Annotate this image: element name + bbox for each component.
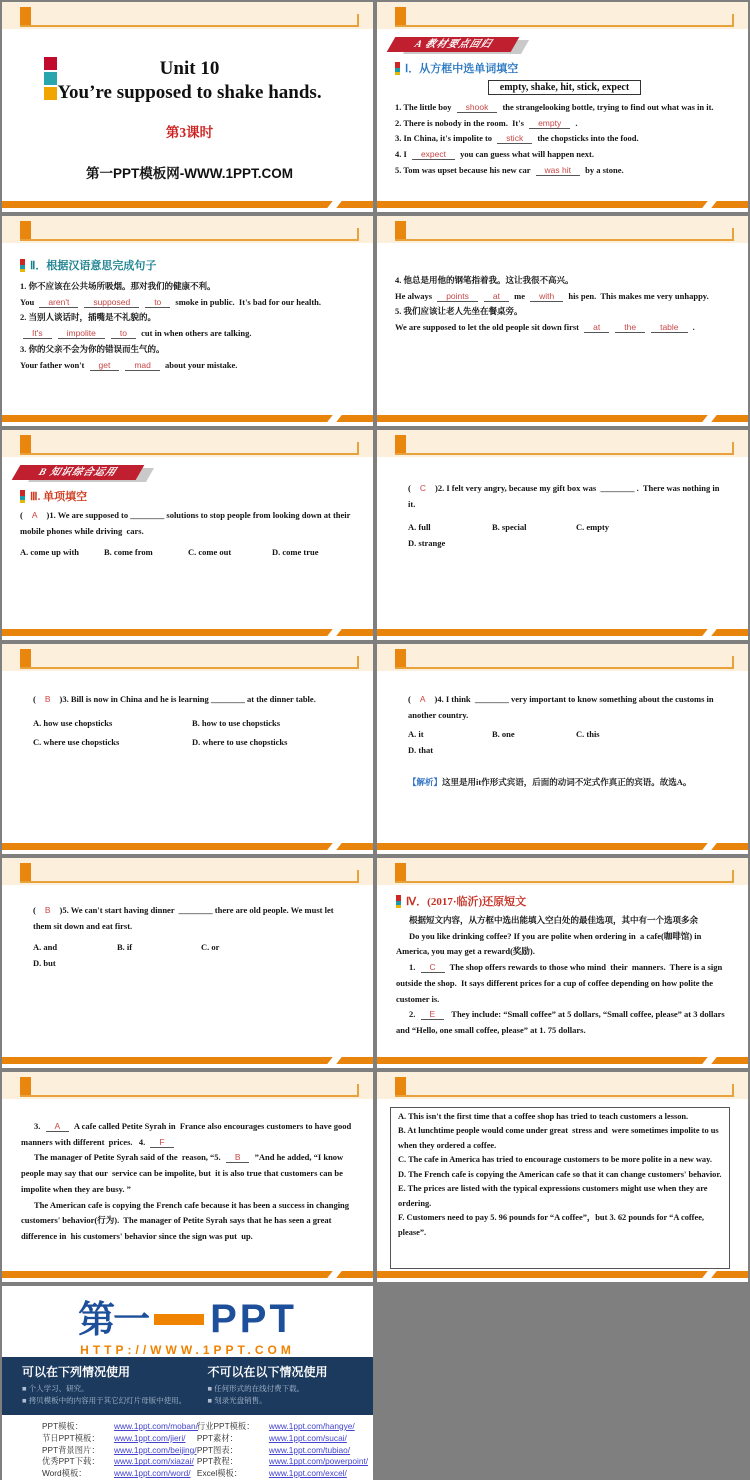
answer-text: table	[651, 322, 687, 333]
exercise-lines	[33, 903, 353, 972]
footer-link[interactable]: www.1ppt.com/excel/	[268, 1468, 347, 1479]
text-line	[395, 100, 734, 116]
pencil-icon	[20, 259, 25, 272]
slide-body	[377, 243, 748, 413]
answer-text: was hit	[536, 165, 580, 176]
section-badge-b	[16, 465, 186, 482]
text-line	[20, 279, 359, 295]
usage-item: ■ 个人学习、研究。	[22, 1384, 89, 1393]
slide-5-multiple-choice	[2, 430, 373, 640]
site-credit: 第一PPT模板网-WWW.1PPT.COM	[86, 166, 293, 182]
text: They include: “Small coffee” at 5 dollars, “Small coffee, please” at 3 dollars and “Hello, one small coffee, please” at 1. 75 dollars.	[396, 1009, 727, 1036]
answer-text: at	[584, 322, 609, 333]
option-text: A. full	[408, 522, 431, 533]
text: 1.	[409, 962, 418, 973]
text: B. At lunchtime people would come under great stress and were sometimes impolite to us when they ordered a coffee.	[398, 1126, 721, 1150]
text-line	[33, 735, 353, 751]
text: (	[33, 694, 36, 704]
passage-lines	[396, 913, 734, 1039]
title-color-squares-icon	[44, 57, 57, 100]
footer-link-label: PPT模板：	[42, 1421, 84, 1431]
usage-item: ■ 刻录光盘销售。	[207, 1396, 267, 1405]
text: .	[573, 117, 578, 128]
exercise-lines	[408, 481, 728, 552]
text-line	[20, 545, 359, 561]
text-line	[408, 727, 728, 758]
answer-letter: A	[419, 694, 426, 704]
answer-text: points	[437, 291, 478, 302]
slide-bottom-bar	[377, 201, 748, 208]
slide-header-band	[377, 430, 748, 457]
footer-link[interactable]: www.1ppt.com/tubiao/	[268, 1444, 351, 1455]
usage-allowed-title: 可以在下列情况使用	[22, 1365, 131, 1379]
answer-text: C	[421, 962, 445, 973]
footer-link-label: Excel模板：	[196, 1468, 243, 1479]
text: )1. We are supposed to ________ solutions to stop people from looking down at their mobile phones while driving cars.	[20, 510, 353, 536]
option-text: C. where use chopsticks	[33, 737, 120, 748]
text: D. The French cafe is copying the American cafe so that it can change customers' behavior.	[398, 1169, 722, 1179]
text: 5. 我们应该让老人先坐在餐桌旁。	[395, 306, 523, 317]
slide-10-cloze-passage	[377, 858, 748, 1068]
text: me	[511, 290, 528, 301]
footer-link[interactable]: www.1ppt.com/powerpoint/	[268, 1456, 369, 1467]
section-heading-4: Ⅳ．(2017·临沂)还原短文	[396, 893, 734, 909]
slide-grid	[2, 2, 748, 1282]
text: )4. I think ________ very important to know something about the customs in another country.	[408, 694, 716, 720]
text: ”And he added, “I know people may say that our service can be impolite, but it is also true that customers can be impolite when they are busy. ”	[21, 1152, 346, 1194]
text: 4. I	[395, 149, 409, 160]
answer-text: shook	[457, 102, 498, 113]
answer-letter: B	[44, 905, 51, 915]
text: F. Customers need to pay 5. 96 pounds for “A coffee”，but 3. 62 pounds for “A coffee, please”.	[398, 1213, 707, 1237]
site-logo	[2, 1286, 373, 1357]
exercise-lines	[395, 273, 734, 336]
slide-header-band	[2, 216, 373, 243]
footer-link-label: 优秀PPT下载：	[42, 1456, 100, 1467]
option-text: B. one	[492, 729, 515, 740]
slide-7-multiple-choice-q3	[2, 644, 373, 854]
footer-link-row	[42, 1433, 195, 1445]
text-line	[395, 116, 734, 132]
text: He always	[395, 290, 435, 301]
usage-allowed-items	[22, 1383, 188, 1407]
slide-bottom-bar	[377, 415, 748, 422]
answer-text: A	[46, 1121, 70, 1132]
footer-links	[2, 1415, 373, 1480]
answer-letter: A	[31, 510, 38, 520]
text-line	[20, 358, 359, 374]
text: )2. I felt very angry, because my gift box was ________ . There was nothing in it.	[408, 483, 722, 509]
section-heading-3: Ⅲ. 单项填空	[20, 488, 359, 504]
text-line	[20, 508, 359, 539]
pencil-icon	[20, 490, 25, 503]
option-text: A. and	[33, 942, 58, 953]
answer-text: get	[90, 360, 120, 371]
slide-body	[377, 671, 748, 841]
text: (	[33, 905, 36, 915]
slide-bottom-bar	[2, 629, 373, 636]
pencil-icon	[395, 62, 400, 75]
option-text: B. if	[117, 942, 133, 953]
text: (	[408, 483, 411, 493]
slide-body	[2, 29, 373, 199]
text: 1. 你不应该在公共场所吸烟。那对我们的健康不利。	[20, 281, 216, 291]
slide-header-band	[2, 1072, 373, 1099]
usage-item: ■ 任何形式的在线付费下载。	[207, 1384, 305, 1393]
slide-header-band	[377, 644, 748, 671]
footer-link-row	[42, 1445, 195, 1457]
text-line	[396, 1007, 734, 1038]
text: by a stone.	[582, 164, 624, 175]
answer-text: stick	[497, 133, 532, 144]
orange-square	[20, 7, 31, 26]
text-line	[396, 929, 734, 960]
footer-link-label: PPT教程：	[196, 1456, 238, 1467]
option-text: C. empty	[576, 522, 610, 533]
text-line	[396, 960, 734, 1007]
slide-body	[377, 1099, 748, 1269]
options-box	[390, 1107, 730, 1269]
analysis-label: 【解析】	[408, 776, 443, 787]
text-line	[21, 1119, 359, 1150]
slide-bottom-bar	[2, 415, 373, 422]
word-bank-box: empty, shake, hit, stick, expect	[488, 80, 641, 95]
text: 3.	[34, 1121, 43, 1131]
text: A cafe called Petite Syrah in France also encourages customers to have good manners with different prices. 4.	[21, 1121, 354, 1147]
text: you can guess what will happen next.	[457, 149, 595, 160]
text-line	[395, 273, 734, 289]
text: You	[20, 296, 37, 307]
footer-link-row	[197, 1433, 373, 1445]
text-line	[21, 1150, 359, 1197]
option-text: C. or	[201, 942, 220, 953]
slide-1-title	[2, 2, 373, 212]
answer-text: B	[226, 1152, 250, 1163]
exercise-lines	[33, 692, 353, 751]
text-line	[408, 481, 728, 512]
answer-text: with	[530, 291, 563, 302]
text-line	[396, 913, 734, 929]
text: the chopsticks into the food.	[535, 133, 639, 144]
text-line	[33, 940, 353, 971]
slide-header-band	[377, 1072, 748, 1099]
text-line	[395, 320, 734, 336]
slide-12-option-bank	[377, 1072, 748, 1282]
bar-slash	[327, 201, 341, 208]
footer-link[interactable]: www.1ppt.com/jieri/	[114, 1432, 186, 1443]
usage-denied	[188, 1363, 374, 1407]
slide-4-sentence-completion-cont	[377, 216, 748, 426]
answer-text: the	[615, 322, 645, 333]
slide-body	[2, 1099, 373, 1269]
option-text: C. come out	[188, 547, 232, 558]
option-text: A. it	[408, 729, 424, 740]
text-line	[395, 304, 734, 320]
section-heading-2: Ⅱ．根据汉语意思完成句子	[20, 257, 359, 273]
text-line	[20, 326, 359, 342]
footer-link-row	[197, 1445, 373, 1457]
footer-link-label: PPT图表：	[196, 1444, 238, 1455]
section-heading-1: Ⅰ．从方框中选单词填空	[395, 60, 734, 76]
text: 2.	[409, 1009, 418, 1020]
answer-text: to	[111, 328, 136, 339]
footer-link-row	[42, 1456, 195, 1468]
exercise-lines	[395, 100, 734, 179]
slide-body	[2, 671, 373, 841]
footer-links-left	[2, 1421, 198, 1480]
slide-header-band	[2, 858, 373, 885]
option-text: D. that	[408, 745, 434, 756]
site-footer	[2, 1286, 748, 1480]
text: smoke in public. It's bad for our health.	[173, 296, 322, 307]
slide-header-band	[377, 2, 748, 29]
text-line	[20, 342, 359, 358]
text: 1. The little boy	[395, 102, 454, 112]
text: C. The cafe in America has tried to encourage customers to be more polite in a new way.	[398, 1155, 712, 1165]
slide-2-word-fill	[377, 2, 748, 212]
text: 根据短文内容，从方框中选出能填入空白处的最佳选项，其中有一个选项多余	[409, 915, 699, 925]
text: Your father won't	[20, 359, 87, 370]
usage-terms-band	[2, 1357, 373, 1415]
answer-text: at	[484, 291, 509, 302]
footer-link-label: 行业PPT模板：	[196, 1421, 255, 1431]
text: 4. 他总是用他的钢笔指着我。这让我很不高兴。	[395, 275, 574, 285]
text-line	[408, 775, 728, 791]
text: )3. Bill is now in China and he is learning ________ at the dinner table.	[59, 694, 316, 704]
footer-links-right	[195, 1421, 373, 1480]
text-line	[408, 692, 728, 723]
slide-8-multiple-choice-q4	[377, 644, 748, 854]
exercise-lines	[20, 279, 359, 373]
text: cut in when others are talking.	[139, 328, 252, 339]
logo-en-text: PPT	[210, 1297, 297, 1341]
usage-denied-title: 不可以在以下情况使用	[207, 1365, 328, 1379]
answer-text: supposed	[84, 297, 139, 308]
text-line	[395, 163, 734, 179]
text-line	[20, 310, 359, 326]
lesson-title: You’re supposed to shake hands.	[57, 81, 322, 103]
option-text: D. come true	[272, 547, 319, 558]
text-line	[398, 1168, 722, 1182]
text: We are supposed to let the old people sit down first	[395, 322, 582, 333]
text: )5. We can't start having dinner ________ there are old people. We must let them sit down and eat first.	[33, 905, 336, 931]
option-text: B. how to use chopsticks	[192, 717, 281, 728]
footer-link-row	[42, 1468, 195, 1480]
slide-body	[2, 243, 373, 413]
option-text: D. but	[33, 958, 56, 969]
footer-link-row	[42, 1421, 198, 1433]
exercise-lines	[20, 508, 359, 561]
slide-bottom-bar	[2, 843, 373, 850]
slide-bottom-bar	[377, 1057, 748, 1064]
footer-content	[2, 1286, 373, 1480]
option-text: B. come from	[104, 547, 153, 558]
text-line	[398, 1153, 722, 1167]
answer-text: to	[145, 297, 170, 308]
slide-3-sentence-completion	[2, 216, 373, 426]
text: Do you like drinking coffee? If you are polite when ordering in a cafe(咖啡馆) in America, you may get a reward(奖励).	[396, 930, 704, 957]
footer-link[interactable]: www.1ppt.com/sucai/	[268, 1432, 347, 1443]
text: The manager of Petite Syrah said of the reason, “5.	[34, 1152, 223, 1163]
footer-link-row	[197, 1421, 373, 1433]
footer-gray-area	[373, 1286, 748, 1480]
slide-body	[2, 457, 373, 627]
slide-bottom-bar	[377, 629, 748, 636]
text-line	[20, 295, 359, 311]
header-line	[20, 25, 359, 27]
footer-link[interactable]: www.1ppt.com/xiazai/	[114, 1456, 194, 1467]
slide-bottom-bar	[377, 843, 748, 850]
exercise-lines	[408, 692, 728, 791]
usage-item: ■ 拷贝模板中的内容用于其它幻灯片母版中使用。	[22, 1396, 187, 1405]
badge-label: B 知识综合运用	[37, 467, 119, 478]
answer-text: empty	[529, 118, 570, 129]
answer-letter: B	[44, 694, 51, 704]
footer-link-label: 节日PPT模板：	[42, 1432, 100, 1443]
text: 2. 当别人谈话时，插嘴是不礼貌的。	[20, 312, 157, 323]
usage-denied-items	[208, 1383, 374, 1407]
text: (	[20, 510, 23, 520]
option-text: D. strange	[408, 538, 446, 549]
text-line	[33, 716, 353, 732]
pencil-icon	[396, 895, 401, 908]
header-tick	[357, 14, 359, 27]
slide-header-band	[2, 430, 373, 457]
slide-body	[2, 885, 373, 1055]
logo-orange-bar-icon	[154, 1314, 204, 1325]
answer-text: expect	[412, 149, 455, 160]
text: 5. Tom was upset because his new car	[395, 164, 533, 175]
option-text: A. come up with	[20, 547, 80, 558]
slide-body	[377, 457, 748, 627]
slide-bottom-bar	[2, 1271, 373, 1278]
session-label: 第3课时	[165, 125, 214, 141]
text: .	[690, 322, 695, 333]
text-line	[33, 903, 353, 934]
text-line	[33, 692, 353, 708]
option-text: D. where to use chopsticks	[192, 737, 288, 748]
answer-letter: C	[419, 483, 426, 493]
answer-text: It's	[23, 328, 52, 339]
text: 3. 你的父亲不会为你的错误而生气的。	[20, 343, 165, 354]
logo-cn-text: 第一	[78, 1298, 149, 1340]
slide-header-band	[377, 858, 748, 885]
text: 3. In China, it's impolite to	[395, 133, 495, 144]
analysis-text: 这里是用it作形式宾语，后面的动词不定式作真正的宾语。故选A。	[442, 776, 692, 787]
slide-11-cloze-passage-cont	[2, 1072, 373, 1282]
slide-9-multiple-choice-q5	[2, 858, 373, 1068]
text: about your mistake.	[162, 359, 238, 370]
option-text: A. how use chopsticks	[33, 717, 113, 728]
text: E. The prices are listed with the typical expressions customers might use when they are ordering.	[398, 1184, 710, 1208]
footer-link-label: PPT背景图片：	[42, 1444, 100, 1455]
slide-body	[377, 29, 748, 199]
text-line	[398, 1182, 722, 1211]
slide-bottom-bar	[2, 201, 373, 208]
footer-link-label: Word模板：	[42, 1468, 87, 1479]
slide-header-band	[2, 2, 373, 29]
slide-bottom-bar	[2, 1057, 373, 1064]
text: his pen. This makes me very unhappy.	[566, 290, 709, 301]
text-line	[395, 147, 734, 163]
answer-text: mad	[125, 360, 160, 371]
slide-header-band	[377, 216, 748, 243]
text-line	[398, 1124, 722, 1153]
slide-6-multiple-choice-q2	[377, 430, 748, 640]
text-line	[21, 1198, 359, 1245]
logo-url: HTTP://WWW.1PPT.COM	[80, 1343, 295, 1357]
slide-body	[377, 885, 748, 1055]
usage-allowed	[2, 1363, 188, 1407]
text: the strangelooking bottle, trying to find out what was in it.	[500, 102, 714, 112]
footer-link-row	[197, 1468, 373, 1480]
answer-text: F	[150, 1137, 173, 1148]
footer-link-label: PPT素材：	[196, 1432, 238, 1443]
section-badge-a	[391, 37, 561, 54]
text-line	[395, 289, 734, 305]
option-text: B. special	[492, 522, 527, 533]
badge-label: A 教材要点回归	[412, 39, 494, 50]
passage-lines	[21, 1119, 359, 1245]
footer-link[interactable]: www.1ppt.com/beijing/	[114, 1444, 197, 1455]
option-text: C. this	[576, 729, 600, 740]
text: The shop offers rewards to those who mind their manners. There is a sign outside the shop. It says different prices for a cup of coffee depending on how polite the customer is.	[396, 962, 725, 1004]
slide-header-band	[2, 644, 373, 671]
answer-text: impolite	[58, 328, 105, 339]
slide-bottom-bar	[377, 1271, 748, 1278]
footer-link[interactable]: www.1ppt.com/word/	[114, 1468, 191, 1479]
answer-text: E	[421, 1009, 445, 1020]
text: The American cafe is copying the French cafe because it has been a success in changing customers' behavior(行为). The manager of Petite Syrah says that he has seen a great difference in his customers' behavior since the sign was put up.	[21, 1199, 352, 1242]
text-line	[398, 1211, 722, 1240]
text-line	[398, 1110, 722, 1124]
footer-link-row	[197, 1456, 373, 1468]
text-line	[408, 520, 728, 551]
footer-link[interactable]: www.1ppt.com/hangye/	[268, 1421, 355, 1431]
text: A. This isn't the first time that a coffee shop has tried to teach customers a lesson.	[398, 1112, 689, 1121]
text: (	[408, 694, 411, 704]
text: 2. There is nobody in the room. It's	[395, 117, 527, 128]
unit-title: Unit 10	[159, 58, 220, 79]
answer-text: aren't	[39, 297, 78, 308]
text-line	[395, 131, 734, 147]
footer-link[interactable]: www.1ppt.com/moban/	[114, 1421, 198, 1431]
